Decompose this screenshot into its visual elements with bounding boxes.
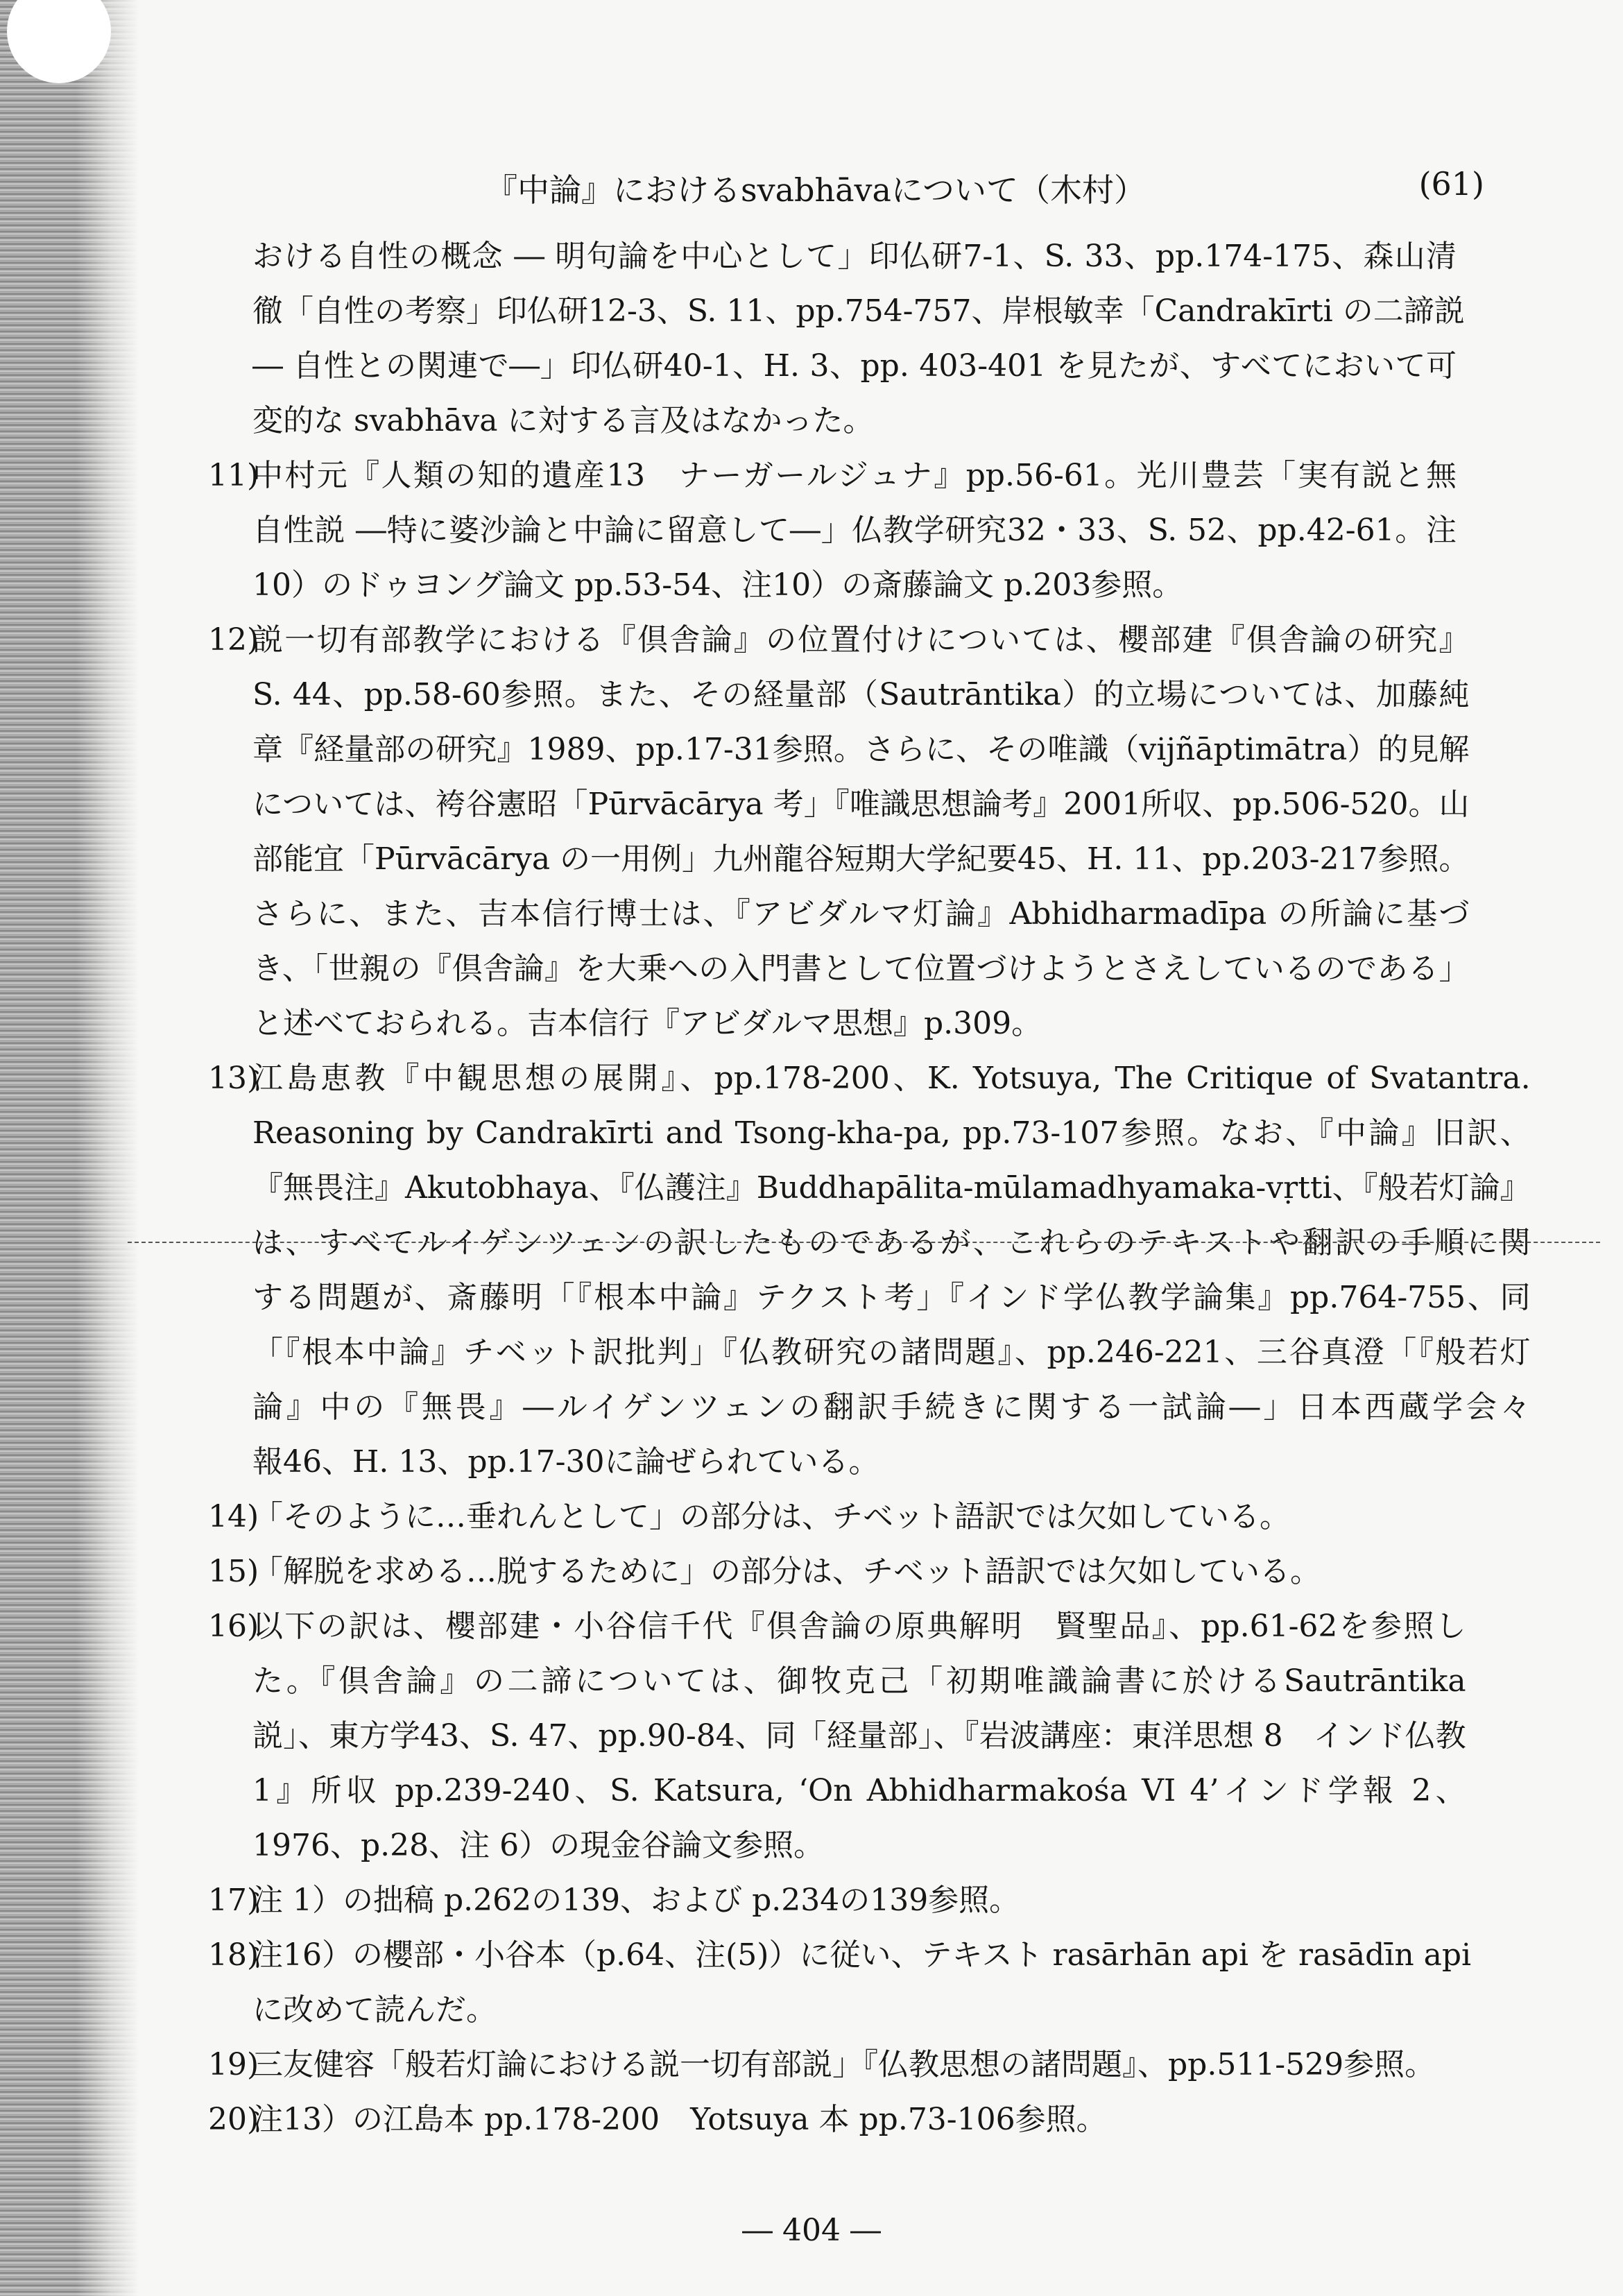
note-line: については、袴谷憲昭「Pūrvācārya 考」『唯識思想論考』2001所収、pp.506-520。山 bbox=[252, 787, 1470, 822]
note-number: 14) bbox=[208, 1499, 259, 1534]
note-line: 自性説 ―特に婆沙論と中論に留意して―」仏教学研究32・33、S. 52、pp.42-61。注 bbox=[252, 513, 1457, 548]
note-line: 1』所収 pp.239-240、S. Katsura, ‘On Abhidharmakośa VI 4’インド学報 2、 bbox=[252, 1773, 1466, 1808]
note-line: S. 44、pp.58-60参照。また、その経量部（Sautrāntika）的立場については、加藤純 bbox=[252, 677, 1470, 712]
endnotes bbox=[208, 229, 1531, 2147]
note-18 bbox=[208, 1928, 1472, 2037]
note-line: 論』中の『無畏』―ルイゲンツェンの翻訳手続きに関する一試論―」日本西蔵学会々 bbox=[252, 1389, 1531, 1425]
note-line: 中村元『人類の知的遺産13 ナーガールジュナ』pp.56-61。光川豊芸「実有説と無 bbox=[252, 458, 1457, 493]
note-line: き、「世親の『倶舎論』を大乗への入門書として位置づけようとさえしているのである」 bbox=[252, 951, 1470, 986]
note-line: に改めて読んだ。 bbox=[252, 1992, 497, 2028]
page-footer-number: ― 404 ― bbox=[742, 2213, 881, 2248]
note-number: 20) bbox=[208, 2102, 259, 2137]
note-line: 部能宜「Pūrvācārya の一用例」九州龍谷短期大学紀要45、H. 11、pp.203-217参照。 bbox=[252, 841, 1470, 877]
note-line: 注16）の櫻部・小谷本（p.64、注(5)）に従い、テキスト rasārhān api を rasādīn api bbox=[252, 1937, 1472, 1973]
note-line: さらに、また、吉本信行博士は、『アビダルマ灯論』Abhidharmadīpa の所論に基づ bbox=[252, 896, 1470, 932]
note-line-struck: は、すべてルイゲンツェンの訳したものであるが、これらのテキストや翻訳の手順に関 bbox=[252, 1215, 1531, 1270]
note-line: 「『根本中論』チベット訳批判」『仏教研究の諸問題』、pp.246-221、三谷真澄「『般若灯 bbox=[252, 1335, 1531, 1370]
note-number: 13) bbox=[208, 1061, 259, 1096]
running-title: 『中論』におけるsvabhāvaについて（木村） bbox=[486, 171, 1147, 209]
note-number: 19) bbox=[208, 2047, 259, 2082]
note-line: 1976、p.28、注 6）の現金谷論文参照。 bbox=[252, 1828, 825, 1863]
note-line: 変的な svabhāva に対する言及はなかった。 bbox=[252, 403, 874, 438]
note-line: 説」、東方学43、S. 47、pp.90-84、同「経量部」、『岩波講座：東洋思想 8 インド仏教 bbox=[252, 1718, 1466, 1754]
note-20 bbox=[208, 2092, 1457, 2147]
note-19 bbox=[208, 2037, 1457, 2092]
note-number: 17) bbox=[208, 1883, 259, 1918]
note-number: 12) bbox=[208, 622, 259, 658]
note-number: 11) bbox=[208, 458, 259, 493]
note-line: 報46、H. 13、pp.17-30に論ぜられている。 bbox=[252, 1444, 879, 1480]
note-12 bbox=[208, 612, 1470, 1051]
note-line: 「そのように…垂れんとして」の部分は、チベット語訳では欠如している。 bbox=[252, 1499, 1290, 1534]
note-number: 18) bbox=[208, 1937, 259, 1973]
note-line: 江島恵教『中観思想の展開』、pp.178-200、K. Yotsuya, The Critique of Svatantra. bbox=[252, 1061, 1531, 1096]
note-line: 注13）の江島本 pp.178-200 Yotsuya 本 pp.73-106参照。 bbox=[252, 2102, 1107, 2137]
note-line: おける自性の概念 ― 明句論を中心として」印仏研7-1、S. 33、pp.174-175、森山清 bbox=[252, 239, 1457, 274]
note-line: 「解脱を求める…脱するために」の部分は、チベット語訳では欠如している。 bbox=[252, 1554, 1321, 1589]
note-line: た。『倶舎論』の二諦については、御牧克己「初期唯識論書に於けるSautrāntika bbox=[252, 1663, 1466, 1699]
note-line: 三友健容「般若灯論における説一切有部説」『仏教思想の諸問題』、pp.511-529参照。 bbox=[252, 2047, 1436, 2082]
note-line: 『無畏注』Akutobhaya、『仏護注』Buddhapālita-mūlamadhyamaka-vṛtti、『般若灯論』 bbox=[252, 1170, 1531, 1206]
note-line: 10）のドゥヨング論文 pp.53-54、注10）の斎藤論文 p.203参照。 bbox=[252, 567, 1183, 603]
note-13 bbox=[208, 1051, 1531, 1489]
note-number: 15) bbox=[208, 1554, 259, 1589]
header-page-number: (61) bbox=[1418, 165, 1484, 203]
note-number: 16) bbox=[208, 1609, 259, 1644]
scan-shadow-edge bbox=[0, 0, 139, 2296]
note-15 bbox=[208, 1544, 1457, 1599]
note-line: 説一切有部教学における『倶舎論』の位置付けについては、櫻部建『倶舎論の研究』 bbox=[252, 622, 1470, 658]
note-17 bbox=[208, 1873, 1457, 1928]
note-line: Reasoning by Candrakīrti and Tsong-kha-pa, pp.73-107参照。なお、『中論』旧訳、 bbox=[252, 1115, 1531, 1151]
note-line: ― 自性との関連で―」印仏研40-1、H. 3、pp. 403-401 を見たが、すべてにおいて可 bbox=[252, 348, 1457, 384]
note-10-continuation bbox=[208, 229, 1465, 448]
note-16 bbox=[208, 1599, 1466, 1873]
note-14 bbox=[208, 1489, 1457, 1544]
note-line: する問題が、斎藤明「『根本中論』テクスト考」『インド学仏教学論集』pp.764-755、同 bbox=[252, 1280, 1531, 1315]
note-11 bbox=[208, 448, 1457, 612]
note-line: と述べておられる。吉本信行『アビダルマ思想』p.309。 bbox=[252, 1006, 1042, 1041]
note-line: 以下の訳は、櫻部建・小谷信千代『倶舎論の原典解明 賢聖品』、pp.61-62を参照し bbox=[252, 1609, 1466, 1644]
note-line: 徹「自性の考察」印仏研12-3、S. 11、pp.754-757、岸根敏幸「Candrakīrti の二諦説 bbox=[252, 293, 1465, 329]
running-header bbox=[486, 165, 1484, 214]
note-line: 章『経量部の研究』1989、pp.17-31参照。さらに、その唯識（vijñāptimātra）的見解 bbox=[252, 732, 1470, 767]
note-line: 注 1）の拙稿 p.262の139、および p.234の139参照。 bbox=[252, 1883, 1020, 1918]
